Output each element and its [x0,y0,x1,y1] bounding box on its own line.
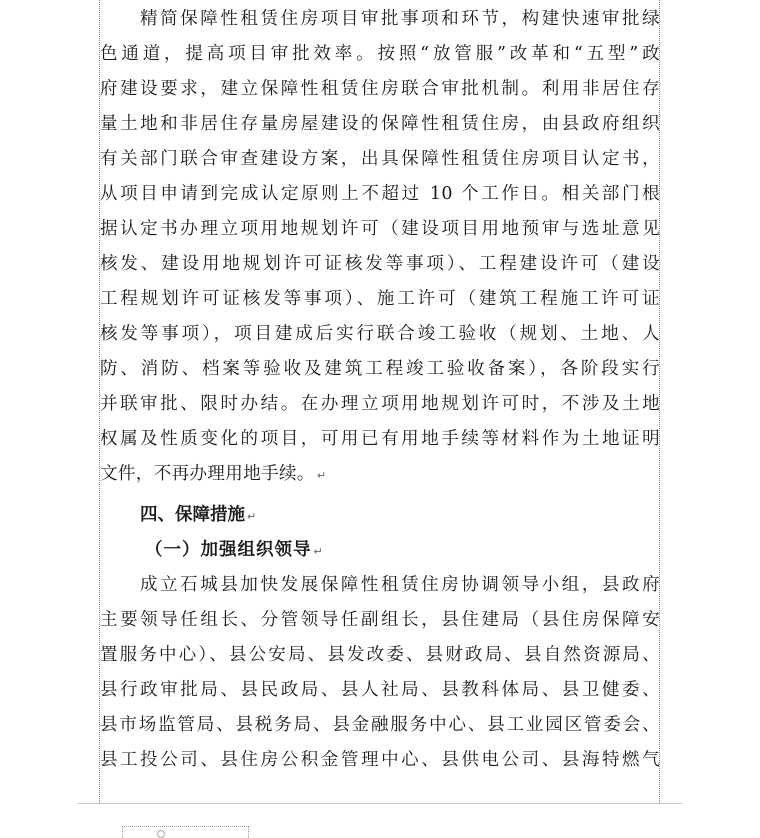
paragraph-mark-icon: ↵ [316,469,327,482]
paragraph-line: 色通道，提高项目审批效率。按照“放管服”改革和“五型”政 [100,44,660,64]
paragraph-line: 府建设要求，建立保障性租赁住房联合审批机制。利用非居住存 [100,79,660,99]
paragraph-mark-icon: ↵ [247,510,257,523]
next-page-margin-guide [122,826,249,838]
paragraph-line: 县工投公司、县住房公积金管理中心、县供电公司、县海特燃气 [100,750,660,770]
paragraph-text: 文件，不再办理用地手续。 [100,464,315,484]
paragraph-line: 据认定书办理立项用地规划许可（建设项目用地预审与选址意见 [100,219,660,239]
paragraph-line: 置服务中心）、县公安局、县发改委、县财政局、县自然资源局、 [100,645,660,665]
subsection-heading-text: （一）加强组织领导 [145,540,312,560]
paragraph-line: 核发、建设用地规划许可证核发等事项）、工程建设许可（建设 [100,254,660,274]
paragraph-line: 核发等事项），项目建成后实行联合竣工验收（规划、土地、人 [100,324,660,344]
paragraph-line: 防、消防、档案等验收及建筑工程竣工验收备案），各阶段实行 [100,359,660,379]
paragraph-line: 量土地和非居住存量房屋建设的保障性租赁住房，由县政府组织 [100,114,660,134]
section-heading-text: 四、保障措施 [140,505,245,525]
paragraph-mark-icon: ↵ [313,545,324,558]
paragraph-line: 县市场监管局、县税务局、县金融服务中心、县工业园区管委会、 [100,715,660,735]
paragraph-line: 并联审批、限时办结。在办理立项用地规划许可时，不涉及土地 [100,394,660,414]
paragraph-line: 主要领导任组长、分管领导任副组长，县住建局（县住房保障安 [100,610,660,630]
paragraph-line: 工程规划许可证核发等事项）、施工许可（建筑工程施工许可证 [100,289,660,309]
subsection-heading [145,532,324,568]
page-bottom-edge [78,803,682,804]
paragraph-line: 从项目申请到完成认定原则上不超过 10 个工作日。相关部门根 [100,184,660,204]
paragraph-line: 成立石城县加快发展保障性租赁住房协调领导小组，县政府 [140,575,660,595]
paragraph-last-line [100,456,326,492]
paragraph-line: 精简保障性租赁住房项目审批事项和环节，构建快速审批绿 [140,9,660,29]
paragraph-line: 有关部门联合审查建设方案，出具保障性租赁住房项目认定书， [100,149,660,169]
page-gap [0,804,760,837]
paragraph-line: 权属及性质变化的项目，可用已有用地手续等材料作为土地证明 [100,429,660,449]
section-heading [140,497,256,533]
paragraph-line: 县行政审批局、县民政局、县人社局、县教科体局、县卫健委、 [100,680,660,700]
